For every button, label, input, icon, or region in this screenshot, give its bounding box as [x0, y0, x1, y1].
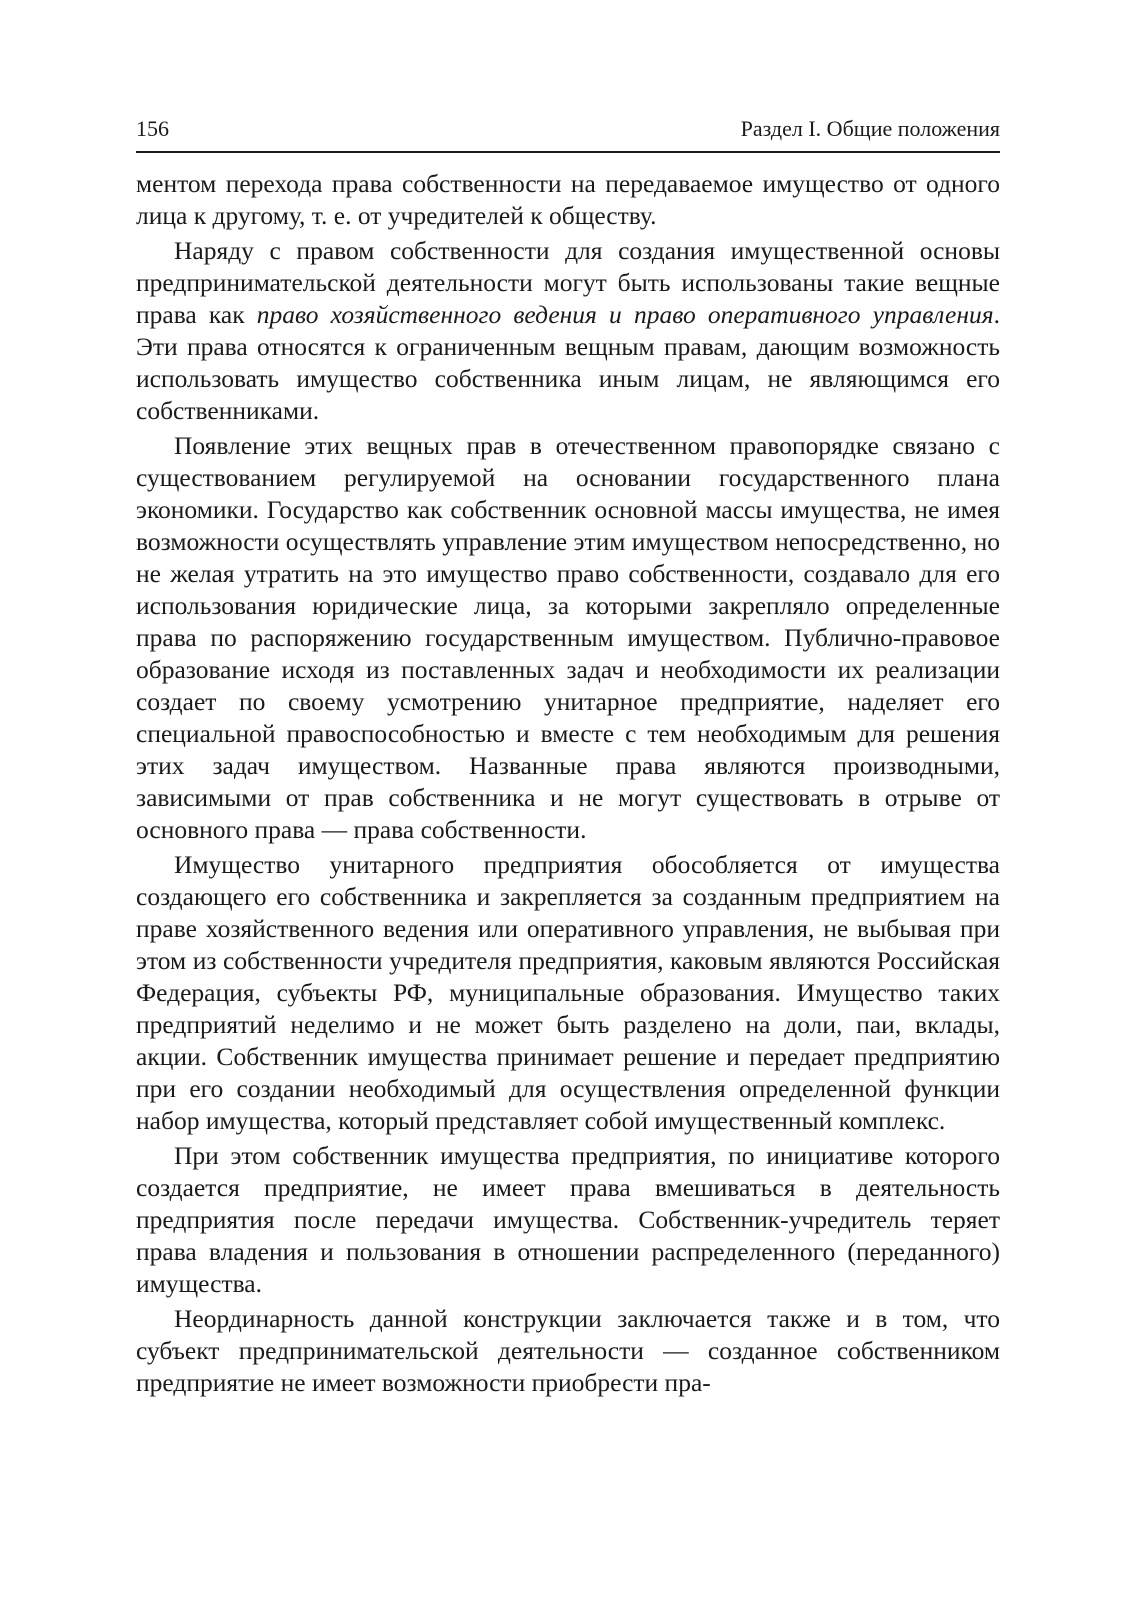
running-head: Раздел I. Общие положения [740, 116, 1000, 141]
paragraph-2 [136, 235, 1000, 427]
page-header [136, 116, 1000, 152]
paragraph-6: Неординарность данной конструкции заключается также и в том, что субъект предпринимательской деятельности — созданное собственником предприятие не имеет возможности приобрести пра- [136, 1304, 1000, 1397]
paragraph-5: При этом собственник имущества предприятия, по инициативе которого создается предприятие, не имеет права вмешиваться в деятельность предприятия после передачи имущества. Собственник-учредитель теряет права владения и пользования в отношении распределенного (переданного) имущества. [136, 1141, 1000, 1298]
paragraph-2-italic-terms: право хозяйственного ведения и право оперативного управления [256, 300, 994, 329]
paragraph-3: Появление этих вещных прав в отечественном правопорядке связано с существованием регулируемой на основании государственного плана экономики. Государство как собственник основной массы имущества, не имея возможности осуществлять управление этим имуществом непосредственно, но не желая утратить на это имущество право собственности, создавало для его использования юридические лица, за которыми закрепляло определенные права по распоряжению государственным имуществом. Публично-правовое образование исходя из поставленных задач и необходимости их реализации создает по своему усмотрению унитарное предприятие, наделяет его специальной правоспособностью и вместе с тем необходимым для решения этих задач имуществом. Названные права являются производными, зависимыми от прав собственника и не могут существовать в отрыве от основного права — права собственности. [136, 431, 1000, 844]
header-rule [136, 151, 1000, 153]
paragraph-4: Имущество унитарного предприятия обособляется от имущества создающего его собственника и закрепляется за созданным предприятием на праве хозяйственного ведения или оперативного управления, не выбывая при этом из собственности учредителя предприятия, каковым являются Российская Федерация, субъекты РФ, муниципальные образования. Имущество таких предприятий неделимо и не может быть разделено на доли, паи, вклады, акции. Собственник имущества принимает решение и передает предприятию при его создании необходимый для осуществления определенной функции набор имущества, который представляет собой имущественный комплекс. [136, 850, 1000, 1135]
paragraph-2-text-after: . Эти права относятся к ограниченным вещным правам, дающим возможность использовать имущество собственника иным лицам, не являющимся его собственниками. [136, 300, 1001, 425]
paragraph-2-text-before: Наряду с правом собственности для создания имущественной основы предпринимательской деятельности могут быть использованы такие вещные права как [136, 236, 1000, 329]
page-number: 156 [136, 116, 169, 141]
page-body [136, 168, 1000, 1402]
paragraph-1: ментом перехода права собственности на передаваемое имущество от одного лица к другому, т. е. от учредителей к обществу. [136, 169, 1000, 230]
